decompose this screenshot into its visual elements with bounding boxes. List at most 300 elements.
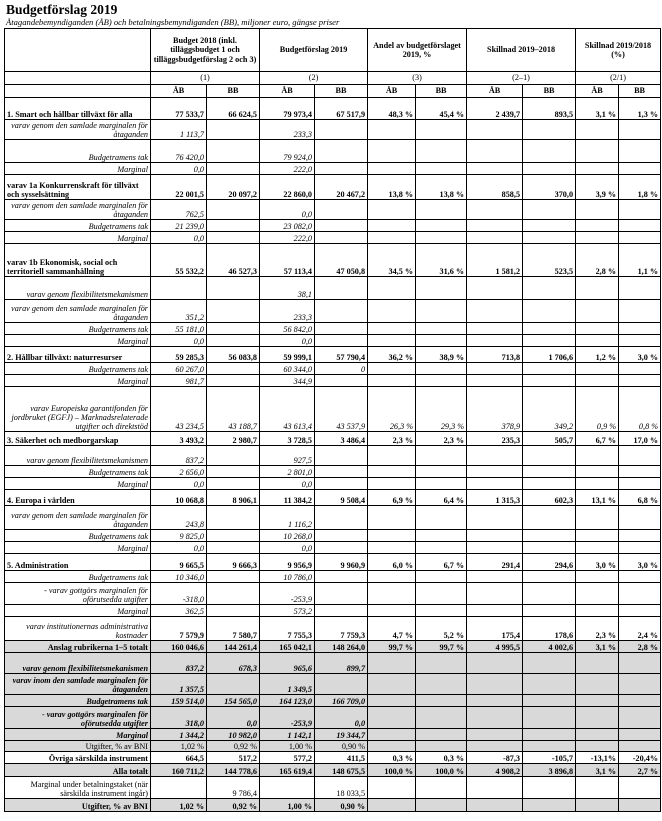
table-row — [5, 741, 661, 752]
value-cell — [368, 120, 416, 140]
header-ab: ÅB — [260, 85, 315, 98]
row-label: varav genom den samlade marginalen för åtaganden — [5, 506, 151, 530]
value-cell: 0,0 — [315, 707, 368, 729]
value-cell: 378,9 — [467, 387, 523, 432]
table-row — [5, 98, 661, 120]
value-cell: 0,0 — [260, 335, 315, 347]
value-cell: -318,0 — [151, 583, 207, 605]
row-label: Övriga särskilda instrument — [5, 752, 151, 764]
value-cell — [467, 300, 523, 323]
value-cell: 7 755,3 — [260, 617, 315, 641]
value-cell — [315, 200, 368, 220]
value-cell — [416, 277, 467, 300]
value-cell: 0 — [315, 363, 368, 375]
value-cell — [619, 120, 661, 140]
value-cell: 22 860,0 — [260, 175, 315, 200]
value-cell — [619, 605, 661, 617]
header-bb: BB — [416, 85, 467, 98]
value-cell — [151, 777, 207, 799]
table-row — [5, 466, 661, 478]
value-cell: 233,3 — [260, 120, 315, 140]
value-cell — [523, 653, 576, 674]
value-cell — [368, 478, 416, 490]
value-cell: 2 980,7 — [207, 432, 260, 446]
value-cell — [523, 729, 576, 741]
value-cell: 23 082,0 — [260, 220, 315, 232]
value-cell: 59 285,3 — [151, 347, 207, 363]
value-cell — [523, 571, 576, 583]
row-label: Marginal — [5, 163, 151, 175]
value-cell — [315, 466, 368, 478]
value-cell — [576, 375, 619, 387]
value-cell — [416, 466, 467, 478]
value-cell — [368, 140, 416, 163]
value-cell — [576, 277, 619, 300]
header-col4: Skillnad 2019–2018 — [467, 29, 576, 72]
value-cell: 1 357,5 — [151, 674, 207, 695]
value-cell — [416, 323, 467, 335]
value-cell — [619, 300, 661, 323]
value-cell: 2,4 % — [619, 617, 661, 641]
table-row — [5, 605, 661, 617]
value-cell: 1,02 % — [151, 799, 207, 812]
row-label: Budgetramens tak — [5, 140, 151, 163]
value-cell: 79 924,0 — [260, 140, 315, 163]
table-row — [5, 695, 661, 707]
value-cell: 6,8 % — [619, 490, 661, 506]
value-cell — [207, 323, 260, 335]
value-cell — [416, 674, 467, 695]
value-cell: 0,3 % — [416, 752, 467, 764]
value-cell — [315, 571, 368, 583]
table-row — [5, 244, 661, 277]
table-row — [5, 363, 661, 375]
value-cell — [467, 542, 523, 554]
value-cell — [619, 777, 661, 799]
value-cell: 2,3 % — [368, 432, 416, 446]
value-cell: 602,3 — [523, 490, 576, 506]
value-cell — [368, 542, 416, 554]
value-cell — [315, 140, 368, 163]
value-cell: 0,0 — [151, 163, 207, 175]
value-cell — [523, 695, 576, 707]
row-label: varav institutionernas administrativa kostnader — [5, 617, 151, 641]
value-cell — [416, 571, 467, 583]
header-num2: (2) — [260, 72, 368, 85]
value-cell: 965,6 — [260, 653, 315, 674]
value-cell — [576, 478, 619, 490]
value-cell — [523, 506, 576, 530]
value-cell — [368, 375, 416, 387]
value-cell — [467, 674, 523, 695]
value-cell: 222,0 — [260, 163, 315, 175]
row-label: Marginal — [5, 729, 151, 741]
value-cell — [416, 140, 467, 163]
value-cell — [207, 120, 260, 140]
page-subtitle: Åtagandebemyndiganden (ÅB) och betalningsbemyndiganden (BB), miljoner euro, gängse priser — [6, 17, 340, 27]
value-cell: 2 801,0 — [260, 466, 315, 478]
value-cell — [467, 478, 523, 490]
value-cell — [207, 542, 260, 554]
value-cell — [576, 163, 619, 175]
value-cell: 38,1 — [260, 277, 315, 300]
value-cell — [576, 466, 619, 478]
value-cell — [467, 729, 523, 741]
value-cell: 3,1 % — [576, 98, 619, 120]
value-cell: 3 728,5 — [260, 432, 315, 446]
value-cell: 10 786,0 — [260, 571, 315, 583]
header-corner — [5, 72, 151, 85]
value-cell — [523, 478, 576, 490]
value-cell — [416, 375, 467, 387]
value-cell: 9 825,0 — [151, 530, 207, 542]
value-cell: 1,1 % — [619, 244, 661, 277]
value-cell — [523, 674, 576, 695]
value-cell — [523, 605, 576, 617]
value-cell — [523, 300, 576, 323]
value-cell — [467, 653, 523, 674]
table-row — [5, 641, 661, 653]
value-cell: 577,2 — [260, 752, 315, 764]
value-cell — [368, 571, 416, 583]
value-cell: 411,5 — [315, 752, 368, 764]
value-cell: 0,92 % — [207, 799, 260, 812]
value-cell: 3,0 % — [619, 554, 661, 571]
value-cell: 344,9 — [260, 375, 315, 387]
value-cell: 57 790,4 — [315, 347, 368, 363]
row-label: varav genom flexibilitetsmekanismen — [5, 277, 151, 300]
table-row — [5, 554, 661, 571]
header-ab-bb-row — [5, 85, 661, 98]
value-cell — [619, 163, 661, 175]
value-cell — [368, 799, 416, 812]
value-cell: 99,7 % — [368, 641, 416, 653]
value-cell — [315, 605, 368, 617]
table-row — [5, 375, 661, 387]
value-cell: 79 973,4 — [260, 98, 315, 120]
value-cell: 3,0 % — [619, 347, 661, 363]
value-cell: 3,1 % — [576, 641, 619, 653]
value-cell — [576, 605, 619, 617]
value-cell — [416, 220, 467, 232]
value-cell: 10 068,8 — [151, 490, 207, 506]
value-cell: 43 234,5 — [151, 387, 207, 432]
value-cell: 291,4 — [467, 554, 523, 571]
value-cell — [467, 140, 523, 163]
header-num3: (3) — [368, 72, 467, 85]
value-cell: -253,9 — [260, 707, 315, 729]
row-label: Marginal — [5, 478, 151, 490]
value-cell: 981,7 — [151, 375, 207, 387]
value-cell — [315, 335, 368, 347]
value-cell — [576, 653, 619, 674]
value-cell — [416, 695, 467, 707]
row-label: 5. Administration — [5, 554, 151, 571]
value-cell: 13,8 % — [416, 175, 467, 200]
table-row — [5, 432, 661, 446]
value-cell: 1 113,7 — [151, 120, 207, 140]
value-cell — [467, 777, 523, 799]
value-cell: 38,9 % — [416, 347, 467, 363]
value-cell: -13,1% — [576, 752, 619, 764]
value-cell — [619, 363, 661, 375]
value-cell: 6,7 % — [576, 432, 619, 446]
row-label: varav genom den samlade marginalen för åtaganden — [5, 120, 151, 140]
value-cell — [576, 220, 619, 232]
row-label: varav genom den samlade marginalen för åtaganden — [5, 200, 151, 220]
value-cell — [416, 741, 467, 752]
value-cell: 148 264,0 — [315, 641, 368, 653]
table-row — [5, 200, 661, 220]
table-row — [5, 323, 661, 335]
row-label: - varav gottgörs marginalen för oförutsedda utgifter — [5, 583, 151, 605]
header-ab: ÅB — [151, 85, 207, 98]
value-cell: 1 315,3 — [467, 490, 523, 506]
value-cell: 10 346,0 — [151, 571, 207, 583]
value-cell — [315, 542, 368, 554]
value-cell — [416, 530, 467, 542]
table-row — [5, 542, 661, 554]
value-cell — [619, 232, 661, 244]
value-cell — [576, 530, 619, 542]
value-cell: 43 613,4 — [260, 387, 315, 432]
value-cell — [315, 446, 368, 466]
table-row — [5, 446, 661, 466]
header-num1: (1) — [151, 72, 260, 85]
value-cell — [368, 446, 416, 466]
table-row — [5, 729, 661, 741]
value-cell — [619, 446, 661, 466]
header-num5: (2/1) — [576, 72, 661, 85]
value-cell: 10 982,0 — [207, 729, 260, 741]
row-label: 2. Hållbar tillväxt: naturresurser — [5, 347, 151, 363]
value-cell: 59 999,1 — [260, 347, 315, 363]
value-cell — [315, 232, 368, 244]
value-cell: 43 188,7 — [207, 387, 260, 432]
value-cell: 175,4 — [467, 617, 523, 641]
value-cell — [260, 777, 315, 799]
header-col3: Andel av budgetförslaget 2019, % — [368, 29, 467, 72]
value-cell: 713,8 — [467, 347, 523, 363]
value-cell — [576, 300, 619, 323]
value-cell — [368, 335, 416, 347]
value-cell — [619, 478, 661, 490]
value-cell — [576, 777, 619, 799]
value-cell: 2,8 % — [619, 641, 661, 653]
value-cell: 664,5 — [151, 752, 207, 764]
value-cell — [467, 323, 523, 335]
table-row — [5, 300, 661, 323]
value-cell: 1 142,1 — [260, 729, 315, 741]
value-cell: 6,7 % — [416, 554, 467, 571]
value-cell: 505,7 — [523, 432, 576, 446]
value-cell — [467, 741, 523, 752]
value-cell — [207, 363, 260, 375]
value-cell — [416, 707, 467, 729]
value-cell: 21 239,0 — [151, 220, 207, 232]
value-cell — [207, 571, 260, 583]
value-cell — [619, 799, 661, 812]
value-cell — [368, 506, 416, 530]
value-cell — [619, 220, 661, 232]
value-cell — [416, 300, 467, 323]
value-cell: 837,2 — [151, 653, 207, 674]
value-cell — [523, 741, 576, 752]
value-cell — [523, 335, 576, 347]
value-cell: 370,0 — [523, 175, 576, 200]
row-label: Budgetramens tak — [5, 220, 151, 232]
value-cell — [416, 363, 467, 375]
value-cell: 517,2 — [207, 752, 260, 764]
value-cell: 34,5 % — [368, 244, 416, 277]
value-cell: 13,1 % — [576, 490, 619, 506]
value-cell: -105,7 — [523, 752, 576, 764]
value-cell: 1,2 % — [576, 347, 619, 363]
table-row — [5, 571, 661, 583]
value-cell: 3,9 % — [576, 175, 619, 200]
value-cell — [523, 707, 576, 729]
row-label: Budgetramens tak — [5, 363, 151, 375]
header-bb: BB — [523, 85, 576, 98]
row-label: varav 1a Konkurrenskraft för tillväxt och sysselsättning — [5, 175, 151, 200]
value-cell — [315, 674, 368, 695]
row-label: Marginal under betalningstaket (när särskilda instrument ingår) — [5, 777, 151, 799]
value-cell: -87,3 — [467, 752, 523, 764]
value-cell: 160 711,2 — [151, 764, 207, 777]
value-cell — [576, 583, 619, 605]
value-cell — [416, 478, 467, 490]
value-cell: 0,0 — [260, 200, 315, 220]
row-label: Budgetramens tak — [5, 323, 151, 335]
value-cell — [619, 695, 661, 707]
value-cell — [576, 695, 619, 707]
value-cell: 6,9 % — [368, 490, 416, 506]
value-cell — [523, 120, 576, 140]
value-cell: 0,0 — [260, 478, 315, 490]
value-cell: 678,3 — [207, 653, 260, 674]
value-cell — [523, 542, 576, 554]
value-cell — [523, 799, 576, 812]
value-cell: 858,5 — [467, 175, 523, 200]
value-cell — [619, 335, 661, 347]
value-cell — [207, 335, 260, 347]
value-cell — [467, 335, 523, 347]
value-cell: 0,90 % — [315, 741, 368, 752]
value-cell: 22 001,5 — [151, 175, 207, 200]
value-cell: 144 778,6 — [207, 764, 260, 777]
value-cell: 7 579,9 — [151, 617, 207, 641]
value-cell — [619, 583, 661, 605]
value-cell: 18 033,5 — [315, 777, 368, 799]
value-cell — [523, 323, 576, 335]
value-cell — [207, 478, 260, 490]
value-cell — [368, 163, 416, 175]
value-cell: 159 514,0 — [151, 695, 207, 707]
value-cell: 2 439,7 — [467, 98, 523, 120]
header-ab: ÅB — [368, 85, 416, 98]
value-cell: 2,3 % — [576, 617, 619, 641]
value-cell — [368, 707, 416, 729]
value-cell — [576, 506, 619, 530]
value-cell — [207, 530, 260, 542]
value-cell — [619, 200, 661, 220]
budget-table — [4, 28, 661, 812]
value-cell: 0,9 % — [576, 387, 619, 432]
value-cell: 0,8 % — [619, 387, 661, 432]
value-cell — [467, 446, 523, 466]
value-cell — [523, 583, 576, 605]
header-bb: BB — [315, 85, 368, 98]
value-cell: 9 960,9 — [315, 554, 368, 571]
value-cell: 0,90 % — [315, 799, 368, 812]
value-cell: 362,5 — [151, 605, 207, 617]
value-cell — [368, 466, 416, 478]
header-bb: BB — [207, 85, 260, 98]
value-cell — [576, 232, 619, 244]
page-title: Budgetförslag 2019 — [6, 2, 118, 17]
table-row — [5, 232, 661, 244]
value-cell — [368, 232, 416, 244]
value-cell — [576, 446, 619, 466]
value-cell: 17,0 % — [619, 432, 661, 446]
value-cell — [467, 277, 523, 300]
value-cell: 837,2 — [151, 446, 207, 466]
value-cell — [207, 674, 260, 695]
value-cell: 235,3 — [467, 432, 523, 446]
value-cell — [523, 777, 576, 799]
value-cell: 77 533,7 — [151, 98, 207, 120]
table-row — [5, 387, 661, 432]
value-cell: 144 261,4 — [207, 641, 260, 653]
value-cell: 1,02 % — [151, 741, 207, 752]
value-cell — [467, 200, 523, 220]
value-cell: 3,0 % — [576, 554, 619, 571]
value-cell: 13,8 % — [368, 175, 416, 200]
row-label: varav 1b Ekonomisk, social och territoriell sammanhållning — [5, 244, 151, 277]
value-cell: 60 344,0 — [260, 363, 315, 375]
value-cell — [523, 163, 576, 175]
row-label: 3. Säkerhet och medborgarskap — [5, 432, 151, 446]
value-cell — [368, 583, 416, 605]
value-cell — [416, 335, 467, 347]
value-cell — [207, 375, 260, 387]
value-cell: 66 624,5 — [207, 98, 260, 120]
value-cell: 166 709,0 — [315, 695, 368, 707]
value-cell — [315, 300, 368, 323]
value-cell — [576, 799, 619, 812]
row-label: Marginal — [5, 605, 151, 617]
value-cell — [368, 363, 416, 375]
table-row — [5, 120, 661, 140]
value-cell: 45,4 % — [416, 98, 467, 120]
value-cell: 165 042,1 — [260, 641, 315, 653]
value-cell — [619, 674, 661, 695]
value-cell: 9 956,9 — [260, 554, 315, 571]
value-cell — [576, 140, 619, 163]
value-cell — [368, 220, 416, 232]
value-cell — [207, 583, 260, 605]
value-cell — [368, 200, 416, 220]
value-cell: 9 665,5 — [151, 554, 207, 571]
row-label: Anslag rubrikerna 1–5 totalt — [5, 641, 151, 653]
value-cell: 7 580,7 — [207, 617, 260, 641]
value-cell — [207, 605, 260, 617]
value-cell — [467, 363, 523, 375]
value-cell — [576, 542, 619, 554]
table-row — [5, 653, 661, 674]
value-cell: 9 666,3 — [207, 554, 260, 571]
value-cell — [315, 163, 368, 175]
